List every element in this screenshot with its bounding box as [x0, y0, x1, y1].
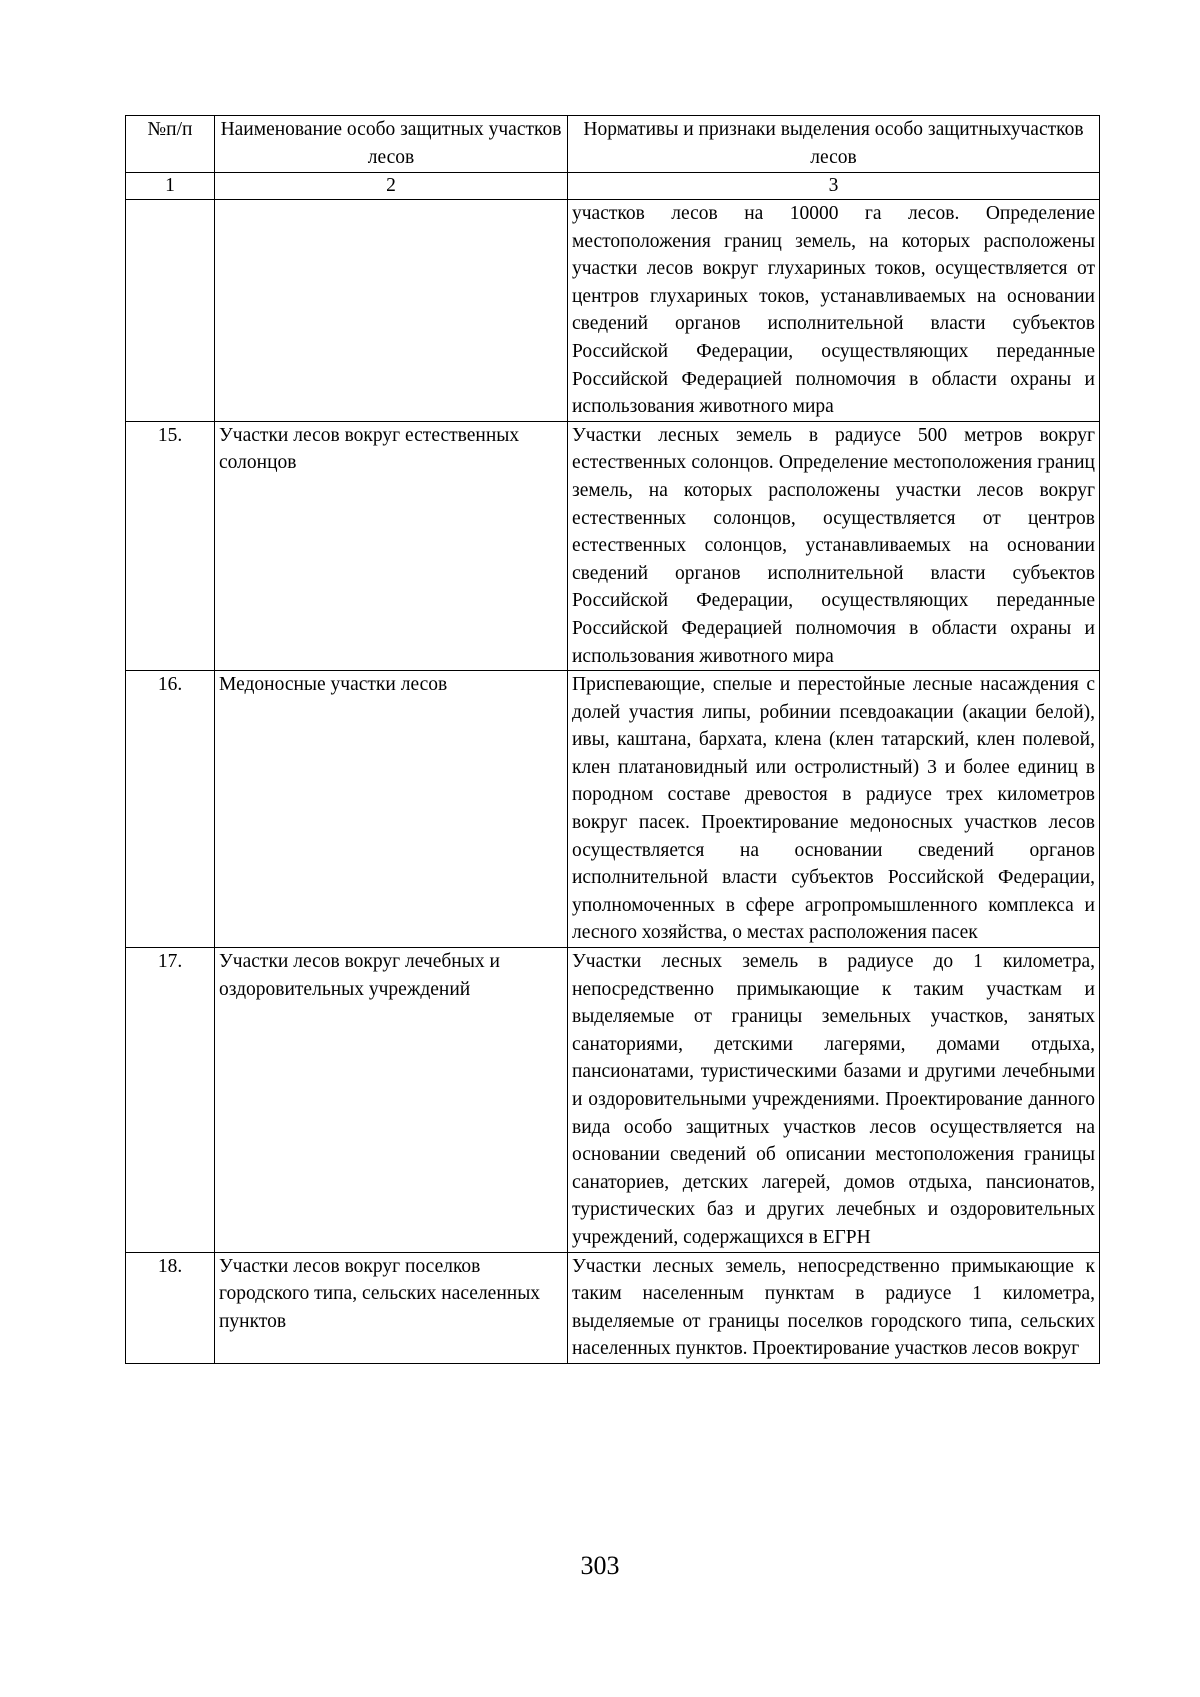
header-name: Наименование особо защитных участков лесов [215, 116, 568, 173]
column-number-row [126, 173, 1100, 200]
row-description: участков лесов на 10000 га лесов. Определение местоположения границ земель, на которых расположены участки лесов вокруг глухариных токов, осуществляется от центров глухариных токов, устанавливаемых на основании сведений органов исполнительной власти субъектов Российской Федерации, осуществляющих переданные Российской Федерацией полномочия в области охраны и использования животного мира [568, 200, 1100, 422]
header-criteria: Нормативы и признаки выделения особо защитныхучастков лесов [568, 116, 1100, 173]
row-description: Приспевающие, спелые и перестойные лесные насаждения с долей участия липы, робинии псевдоакации (акации белой), ивы, каштана, бархата, клена (клен татарский, клен полевой, клен платановидный или остролистный) 3 и более единиц в породном составе древостоя в радиусе трех километров вокруг пасек. Проектирование медоносных участков лесов осуществляется на основании сведений органов исполнительной власти субъектов Российской Федерации, уполномоченных в сфере агропромышленного комплекса и лесного хозяйства, о местах расположения пасек [568, 671, 1100, 948]
column-number: 1 [126, 173, 215, 200]
row-name: Участки лесов вокруг поселков городского типа, сельских населенных пунктов [215, 1252, 568, 1363]
row-name: Участки лесов вокруг лечебных и оздоровительных учреждений [215, 948, 568, 1253]
column-number: 2 [215, 173, 568, 200]
row-name: Участки лесов вокруг естественных солонцов [215, 421, 568, 670]
table-row [126, 200, 1100, 422]
table-header-row [126, 116, 1100, 173]
row-description: Участки лесных земель, непосредственно примыкающие к таким населенным пунктам в радиусе 1 километра, выделяемые от границы поселков городского типа, сельских населенных пунктов. Проектирование участков лесов вокруг [568, 1252, 1100, 1363]
table-row [126, 671, 1100, 948]
protective-forest-areas-table [125, 115, 1100, 1364]
row-name: Медоносные участки лесов [215, 671, 568, 948]
row-number: 16. [126, 671, 215, 948]
header-number: №п/п [126, 116, 215, 173]
row-number: 15. [126, 421, 215, 670]
row-number [126, 200, 215, 422]
row-number: 17. [126, 948, 215, 1253]
row-description: Участки лесных земель в радиусе до 1 километра, непосредственно примыкающие к таким участкам и выделяемые от границы земельных участков, занятых санаториями, детскими лагерями, домами отдыха, пансионатами, туристическими базами и другими лечебными и оздоровительными учреждениями. Проектирование данного вида особо защитных участков лесов осуществляется на основании сведений об описании местоположения границы санаториев, детских лагерей, домов отдыха, пансионатов, туристических баз и других лечебных и оздоровительных учреждений, содержащихся в ЕГРН [568, 948, 1100, 1253]
row-name [215, 200, 568, 422]
table-row [126, 1252, 1100, 1363]
row-number: 18. [126, 1252, 215, 1363]
column-number: 3 [568, 173, 1100, 200]
table-row [126, 421, 1100, 670]
table-row [126, 948, 1100, 1253]
row-description: Участки лесных земель в радиусе 500 метров вокруг естественных солонцов. Определение местоположения границ земель, на которых расположены участки лесов вокруг естественных солонцов, осуществляется от центров естественных солонцов, устанавливаемых на основании сведений органов исполнительной власти субъектов Российской Федерации, осуществляющих переданные Российской Федерацией полномочия в области охраны и использования животного мира [568, 421, 1100, 670]
page-number: 303 [580, 1551, 620, 1580]
